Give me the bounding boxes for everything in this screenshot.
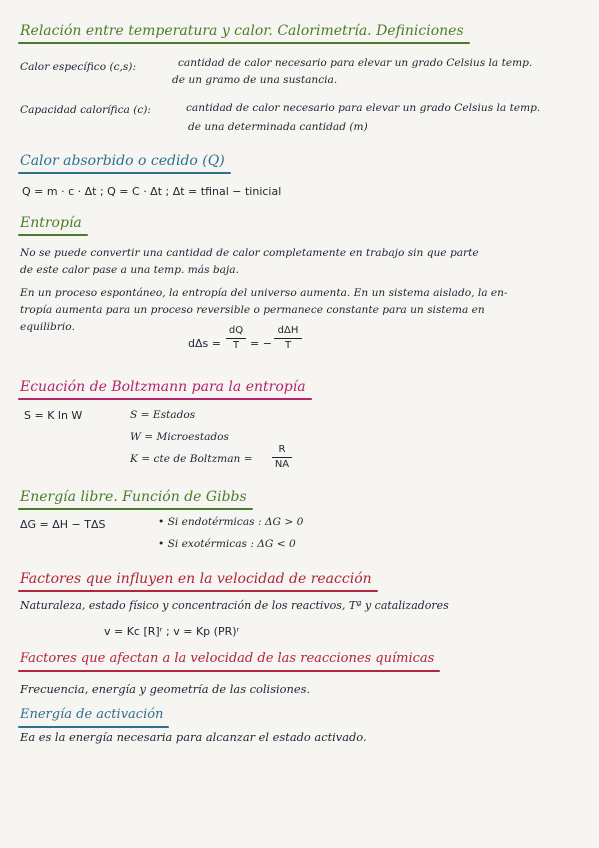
boltzmann-legend-w: W = Microestados bbox=[130, 431, 229, 443]
rate-law-formula: v = Kc [R]ʳ ; v = Kp (PR)ʳ bbox=[104, 625, 240, 638]
section-title-factores-afectan: Factores que afectan a la velocidad de las reacciones químicas bbox=[20, 650, 434, 668]
capacity-def-2: de una determinada cantidad (m) bbox=[188, 121, 368, 133]
section-title-boltzmann: Ecuación de Boltzmann para la entropía bbox=[20, 378, 306, 396]
entropy-formula-left: dΔs = bbox=[188, 337, 221, 350]
entropy-fraction-2: dΔH T bbox=[274, 325, 302, 352]
specific-heat-def-1: cantidad de calor necesario para elevar un grado Celsius la temp. bbox=[178, 57, 533, 69]
gibbs-bullet-endo: • Si endotérmicas : ΔG > 0 bbox=[158, 516, 304, 528]
entropy-p2-line2: tropía aumenta para un proceso reversible o permanece constante para un sistema en bbox=[20, 304, 485, 316]
entropy-p2-line1: En un proceso espontáneo, la entropía del universo aumenta. En un sistema aislado, la en- bbox=[20, 287, 508, 299]
section-title-gibbs: Energía libre. Función de Gibbs bbox=[20, 488, 247, 506]
gibbs-formula: ΔG = ΔH − TΔS bbox=[20, 518, 106, 531]
boltzmann-formula: S = K ln W bbox=[24, 409, 83, 422]
entropy-p1-line2: de este calor pase a una temp. más baja. bbox=[20, 264, 239, 276]
boltzmann-fraction: R NA bbox=[272, 444, 292, 471]
section-title-calor-absorbido: Calor absorbido o cedido (Q) bbox=[20, 152, 225, 170]
entropy-p1-line1: No se puede convertir una cantidad de calor completamente en trabajo sin que parte bbox=[20, 247, 479, 259]
factors-influence-line: Naturaleza, estado físico y concentración de los reactivos, Tª y catalizadores bbox=[20, 599, 449, 612]
entropy-p2-line3: equilibrio. bbox=[20, 321, 75, 333]
section-title-entropia: Entropía bbox=[20, 214, 82, 232]
gibbs-bullet-exo: • Si exotérmicas : ΔG < 0 bbox=[158, 538, 296, 550]
section-title-factores-influyen: Factores que influyen en la velocidad de reacción bbox=[20, 570, 372, 588]
section-title-calorimetria: Relación entre temperatura y calor. Calorimetría. Definiciones bbox=[20, 22, 464, 40]
boltzmann-legend-s: S = Estados bbox=[130, 409, 196, 421]
boltzmann-legend-k: K = cte de Boltzman = bbox=[130, 453, 253, 465]
activation-energy-line: Ea es la energía necesaria para alcanzar el estado activado. bbox=[20, 730, 367, 744]
collision-factors-line: Frecuencia, energía y geometría de las colisiones. bbox=[20, 682, 311, 696]
capacity-def-1: cantidad de calor necesario para elevar un grado Celsius la temp. bbox=[186, 102, 541, 114]
capacity-label: Capacidad calorífica (c): bbox=[20, 104, 152, 116]
specific-heat-def-2: de un gramo de una sustancia. bbox=[172, 74, 338, 86]
heat-formula: Q = m · c · Δt ; Q = C · Δt ; Δt = tfinal − tinicial bbox=[22, 185, 282, 198]
entropy-fraction-1: dQ T bbox=[226, 325, 246, 352]
entropy-equals: = − bbox=[250, 337, 272, 350]
specific-heat-label: Calor específico (c,s): bbox=[20, 61, 137, 73]
section-title-energia-activacion: Energía de activación bbox=[20, 706, 163, 724]
